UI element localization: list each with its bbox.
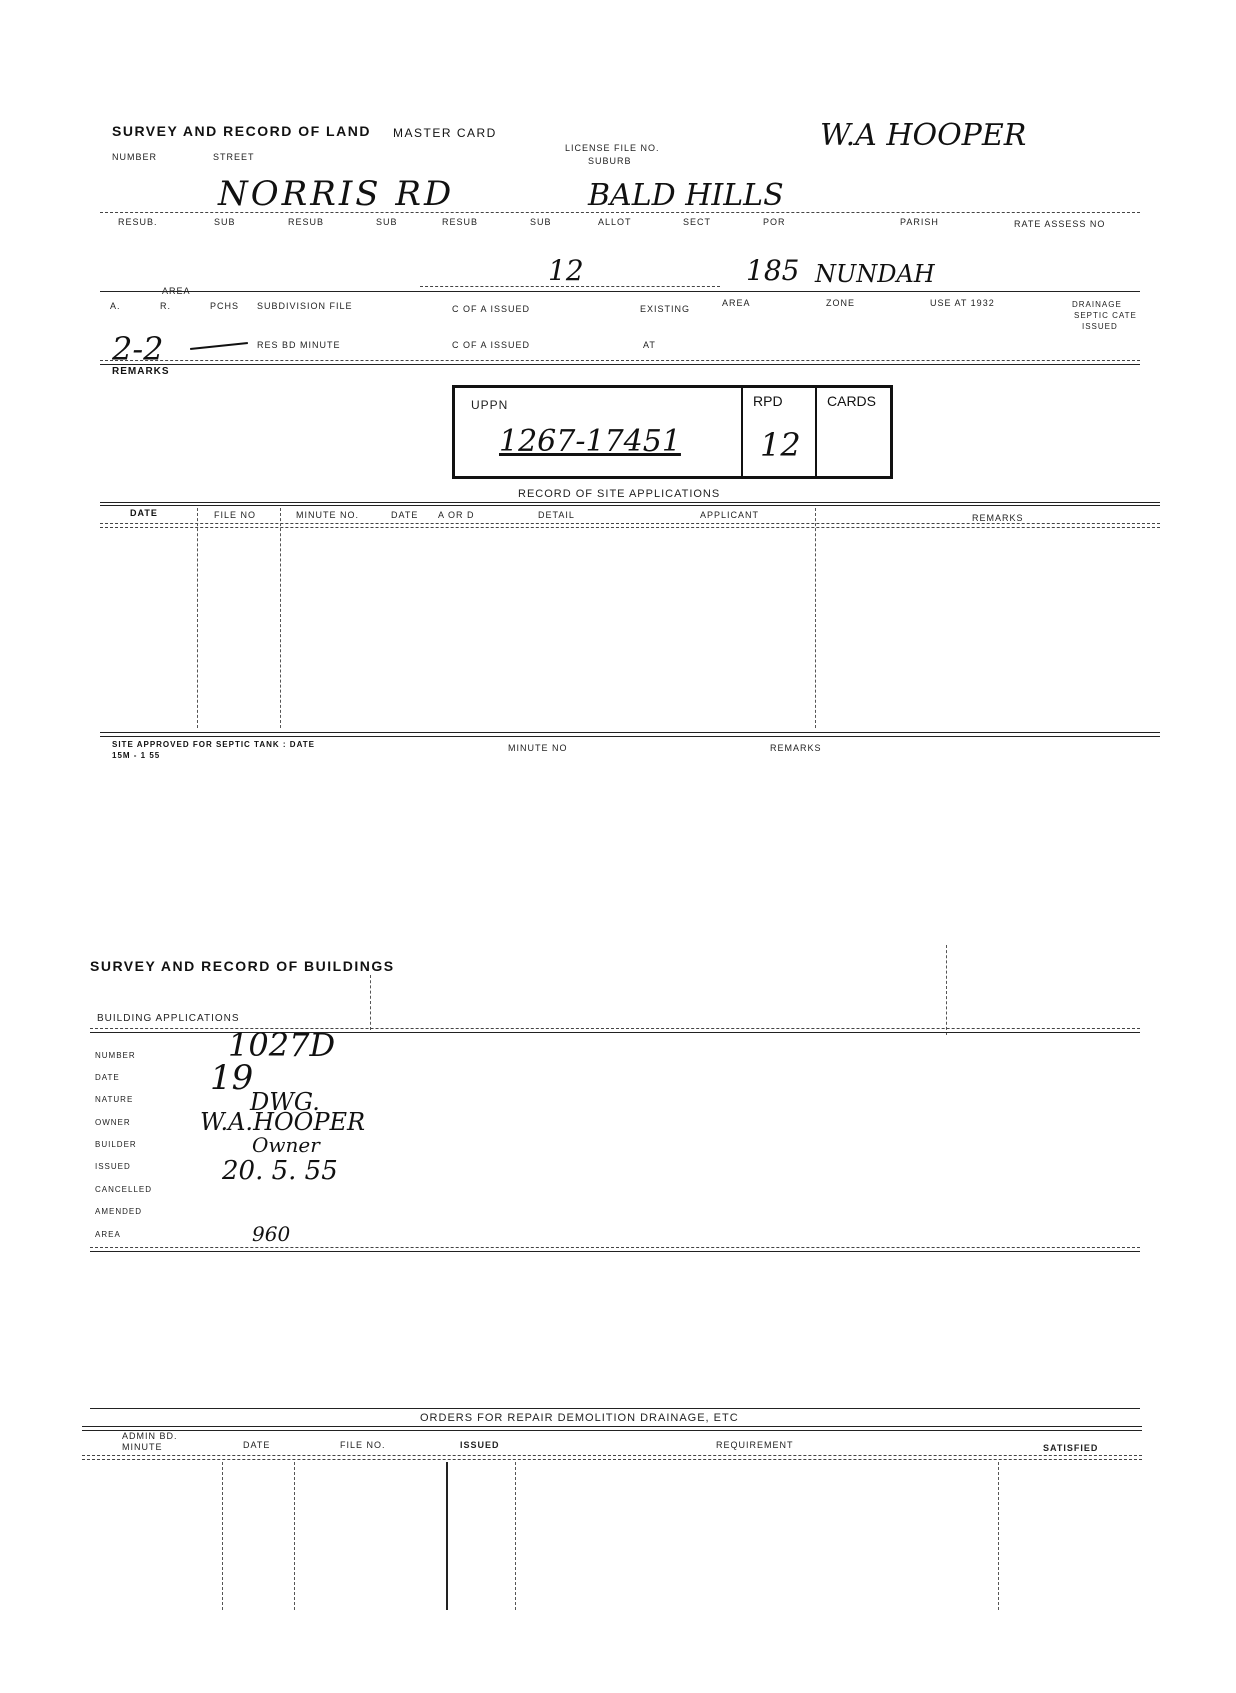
use-at-1932-label: USE AT 1932	[930, 298, 995, 308]
divider	[100, 523, 1160, 524]
owner-handwriting: W.A HOOPER	[820, 118, 1027, 153]
suburb-label: SUBURB	[588, 156, 632, 166]
divider	[100, 364, 1140, 365]
divider	[90, 1251, 1140, 1252]
master-card-label: MASTER CARD	[393, 126, 497, 140]
divider	[100, 291, 1140, 292]
field-label-number: NUMBER	[95, 1051, 136, 1060]
drainage-label: DRAINAGE	[1072, 300, 1122, 309]
uppn-value: 1267-17451	[499, 424, 681, 459]
col-remarks: REMARKS	[972, 513, 1024, 523]
divider	[90, 1408, 1140, 1409]
sub-label: SUB	[376, 217, 398, 227]
allot-label: ALLOT	[598, 217, 632, 227]
field-label-date: DATE	[95, 1073, 120, 1082]
column-rule	[197, 508, 198, 728]
divider	[100, 505, 1160, 506]
septic-approved-label: SITE APPROVED FOR SEPTIC TANK : DATE	[112, 740, 315, 749]
field-value-number: 1027D	[228, 1026, 336, 1064]
col-minute-no: MINUTE NO.	[296, 510, 359, 520]
license-file-label: LICENSE FILE NO.	[565, 143, 660, 153]
remarks-label: REMARKS	[112, 366, 170, 377]
at-label: AT	[643, 340, 656, 350]
col-minute: MINUTE	[122, 1442, 163, 1452]
sect-label: SECT	[683, 217, 712, 227]
number-label: NUMBER	[112, 152, 158, 162]
parish-label: PARISH	[900, 217, 939, 227]
col-date-2: DATE	[391, 510, 419, 520]
rate-assess-label: RATE ASSESS NO	[1014, 219, 1106, 229]
field-value-area: 960	[252, 1222, 291, 1246]
column-rule	[515, 1462, 516, 1610]
septic-minute-label: MINUTE NO	[508, 743, 568, 753]
col-file-no: FILE NO.	[340, 1440, 386, 1450]
existing-label: EXISTING	[640, 304, 691, 314]
zone-label: ZONE	[826, 298, 856, 308]
col-admin-bd: ADMIN BD.	[122, 1431, 178, 1441]
parish-handwriting: NUNDAH	[815, 260, 935, 288]
column-rule	[294, 1462, 295, 1610]
orders-title: ORDERS FOR REPAIR DEMOLITION DRAINAGE, ETC	[420, 1412, 739, 1424]
col-satisfied: SATISFIED	[1043, 1443, 1099, 1453]
col-file-no: FILE NO	[214, 510, 257, 520]
divider	[82, 1455, 1142, 1456]
column-rule	[280, 508, 281, 728]
col-issued: ISSUED	[460, 1440, 500, 1450]
form-code: 15M - 1 55	[112, 751, 161, 760]
street-label: STREET	[213, 152, 255, 162]
column-rule	[946, 945, 947, 1035]
field-label-issued: ISSUED	[95, 1162, 131, 1171]
column-rule	[446, 1462, 448, 1610]
divider	[82, 1430, 1142, 1431]
column-rule	[998, 1462, 999, 1610]
field-value-nature: DWG.	[250, 1088, 320, 1116]
resub-label: RESUB.	[118, 217, 158, 227]
area-stroke	[190, 342, 248, 350]
cards-label: CARDS	[827, 393, 877, 409]
field-label-nature: NATURE	[95, 1095, 134, 1104]
septic-cate-label: SEPTIC CATE	[1074, 311, 1137, 320]
septic-remarks-label: REMARKS	[770, 743, 822, 753]
column-rule	[815, 508, 816, 728]
divider	[420, 286, 720, 287]
divider	[100, 360, 1140, 361]
col-detail: DETAIL	[538, 510, 575, 520]
street-handwriting: NORRIS RD	[218, 174, 455, 214]
land-title: SURVEY AND RECORD OF LAND	[112, 123, 371, 139]
field-label-area: AREA	[95, 1230, 121, 1239]
divider	[100, 527, 1160, 528]
roods-label: R.	[160, 301, 171, 311]
rpd-value: 12	[760, 426, 801, 464]
resub-label: RESUB	[288, 217, 325, 227]
column-rule	[370, 975, 371, 1030]
area-label-2: AREA	[722, 298, 751, 308]
divider	[100, 736, 1160, 737]
divider	[100, 732, 1160, 733]
area-handwriting: 2-2	[112, 330, 164, 368]
buildings-title: SURVEY AND RECORD OF BUILDINGS	[90, 958, 395, 974]
uppn-label: UPPN	[471, 398, 509, 412]
col-applicant: APPLICANT	[700, 510, 760, 520]
perches-label: PCHS	[210, 301, 240, 311]
field-label-owner: OWNER	[95, 1118, 131, 1127]
field-value-issued: 20. 5. 55	[222, 1156, 338, 1186]
col-date: DATE	[130, 508, 158, 518]
site-apps-title: RECORD OF SITE APPLICATIONS	[518, 488, 721, 500]
area-label: AREA	[162, 286, 191, 296]
field-label-builder: BUILDER	[95, 1140, 137, 1149]
col-a-or-d: A OR D	[438, 510, 475, 520]
rpd-label: RPD	[753, 393, 783, 409]
c-of-a-issued-label: C OF A ISSUED	[452, 304, 531, 314]
divider	[100, 502, 1160, 503]
col-requirement: REQUIREMENT	[716, 1440, 794, 1450]
divider	[82, 1426, 1142, 1427]
column-rule	[222, 1462, 223, 1610]
uppn-box	[452, 385, 893, 479]
field-label-amended: AMENDED	[95, 1207, 143, 1216]
field-value-date: 19	[210, 1058, 254, 1098]
divider	[100, 212, 1140, 213]
por-label: POR	[763, 217, 786, 227]
subdivision-file-label: SUBDIVISION FILE	[257, 301, 353, 311]
building-apps-label: BUILDING APPLICATIONS	[97, 1013, 240, 1024]
divider	[90, 1247, 1140, 1248]
resub-label: RESUB	[442, 217, 479, 227]
res-bd-minute-label: RES BD MINUTE	[257, 340, 341, 350]
c-of-a-issued-label-2: C OF A ISSUED	[452, 340, 531, 350]
acres-label: A.	[110, 301, 121, 311]
field-value-builder: Owner	[252, 1133, 320, 1157]
divider	[82, 1459, 1142, 1460]
col-date: DATE	[243, 1440, 271, 1450]
sub-label: SUB	[530, 217, 552, 227]
issued-label: ISSUED	[1082, 322, 1118, 331]
field-value-owner: W.A.HOOPER	[200, 1108, 366, 1136]
sub-label: SUB	[214, 217, 236, 227]
allot-handwriting: 12	[548, 254, 584, 287]
por-handwriting: 185	[746, 254, 800, 287]
suburb-handwriting: BALD HILLS	[588, 178, 784, 213]
field-label-cancelled: CANCELLED	[95, 1185, 153, 1194]
